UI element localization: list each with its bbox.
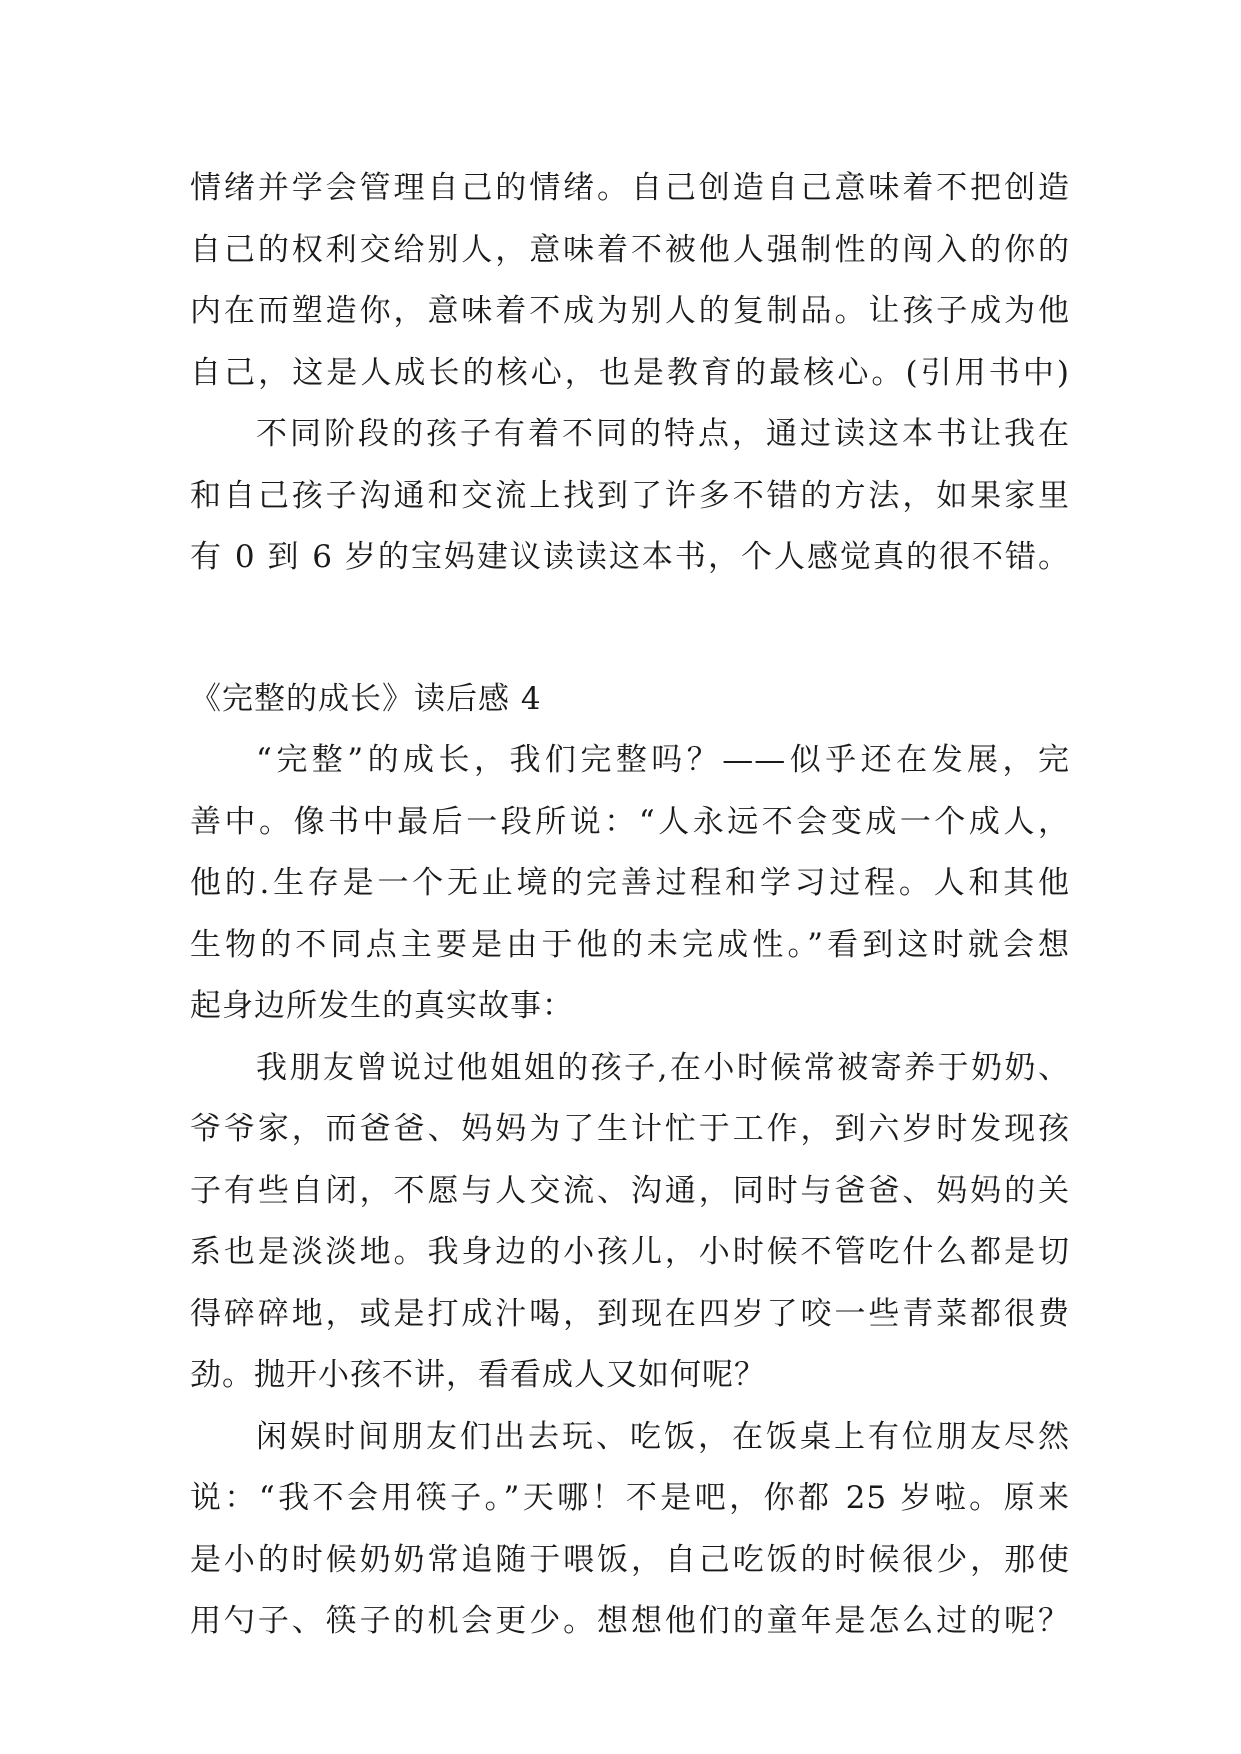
text-line: 我朋友曾说过他姐姐的孩子,在小时候常被寄养于奶奶、 <box>256 1049 1070 1086</box>
text-line: 用勺子、筷子的机会更少。想想他们的童年是怎么过的呢？ <box>190 1603 1070 1639</box>
text-line: 系也是淡淡地。我身边的小孩儿，小时候不管吃什么都是切 <box>190 1234 1070 1270</box>
paragraph <box>190 404 1070 589</box>
text-line: 自己，这是人成长的核心，也是教育的最核心。(引用书中) <box>190 354 1070 391</box>
text-line: 得碎碎地，或是打成汁喝，到现在四岁了咬一些青菜都很费 <box>190 1295 1070 1332</box>
text-line: 和自己孩子沟通和交流上找到了许多不错的方法，如果家里 <box>190 477 1070 514</box>
paragraph <box>190 1407 1070 1653</box>
text-line: 有 0 到 6 岁的宝妈建议读读这本书，个人感觉真的很不错。 <box>190 539 1070 575</box>
text-line: 善中。像书中最后一段所说：“人永远不会变成一个成人， <box>190 803 1070 840</box>
text-line: 爷爷家，而爸爸、妈妈为了生计忙于工作，到六岁时发现孩 <box>190 1111 1070 1147</box>
section-gap <box>190 589 1070 669</box>
text-line: 他的.生存是一个无止境的完善过程和学习过程。人和其他 <box>190 865 1070 901</box>
text-line: 自己的权利交给别人，意味着不被他人强制性的闯入的你的 <box>190 231 1070 268</box>
text-line: 劲。抛开小孩不讲，看看成人又如何呢？ <box>190 1357 766 1393</box>
text-line: 生物的不同点主要是由于他的未完成性。”看到这时就会想 <box>190 926 1070 963</box>
text-line: 说：“我不会用筷子。”天哪！不是吧，你都 25 岁啦。原来 <box>190 1480 1070 1516</box>
text-line: “完整”的成长，我们完整吗？——似乎还在发展，完 <box>256 742 1070 778</box>
document-body <box>190 158 1070 1653</box>
paragraph <box>190 158 1070 404</box>
text-line: 闲娱时间朋友们出去玩、吃饭，在饭桌上有位朋友尽然 <box>256 1418 1070 1455</box>
text-line: 内在而塑造你，意味着不成为别人的复制品。让孩子成为他 <box>190 293 1070 329</box>
text-line: 是小的时候奶奶常追随于喂饭，自己吃饭的时候很少，那使 <box>190 1541 1070 1578</box>
text-line: 不同阶段的孩子有着不同的特点，通过读这本书让我在 <box>256 416 1070 452</box>
section-title: 《完整的成长》读后感 4 <box>190 680 542 717</box>
paragraph <box>190 1038 1070 1407</box>
paragraph <box>190 730 1070 1038</box>
text-line: 子有些自闭，不愿与人交流、沟通，同时与爸爸、妈妈的关 <box>190 1172 1070 1209</box>
text-line: 起身边所发生的真实故事： <box>190 988 574 1024</box>
text-line: 情绪并学会管理自己的情绪。自己创造自己意味着不把创造 <box>190 170 1070 206</box>
